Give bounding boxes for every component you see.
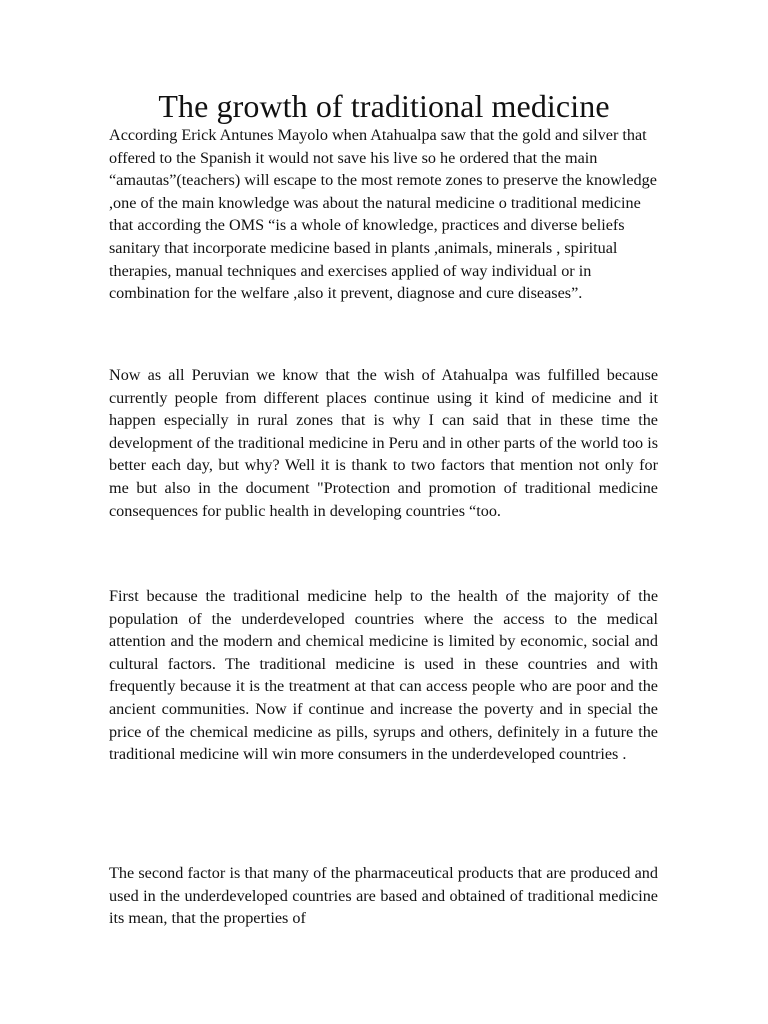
document-title: The growth of traditional medicine: [158, 88, 610, 124]
paragraph-1: According Erick Antunes Mayolo when Atahualpa saw that the gold and silver that offered to the Spanish it would not save his live so he ordered that the main “amautas”(teachers) will escape to the most remote zones to preserve the knowledge ,one of the main knowledge was about the natural medicine o traditional medicine that according the OMS “is a whole of knowledge, practices and diverse beliefs sanitary that incorporate medicine based in plants ,animals, minerals , spiritual therapies, manual techniques and exercises applied of way individual or in combination for the welfare ,also it prevent, diagnose and cure diseases”.: [109, 126, 657, 303]
paragraph-4: The second factor is that many of the pharmaceutical products that are produced and used in the underdeveloped countries are based and obtained of traditional medicine its mean, that the properties of: [109, 864, 658, 928]
paragraph-2: Now as all Peruvian we know that the wish of Atahualpa was fulfilled because currently people from different places continue using it kind of medicine and it happen especially in rural zones that is why I can said that in these time the development of the traditional medicine in Peru and in other parts of the world too is better each day, but why? Well it is thank to two factors that mention not only for me but also in the document "Protection and promotion of traditional medicine consequences for public health in developing countries “too.: [109, 366, 658, 520]
paragraph-3: First because the traditional medicine help to the health of the majority of the population of the underdeveloped countries where the access to the medical attention and the modern and chemical medicine is limited by economic, social and cultural factors. The traditional medicine is used in these countries and with frequently because it is the treatment at that can access people who are poor and the ancient communities. Now if continue and increase the poverty and in special the price of the chemical medicine as pills, syrups and others, definitely in a future the traditional medicine will win more consumers in the underdeveloped countries .: [109, 587, 658, 764]
